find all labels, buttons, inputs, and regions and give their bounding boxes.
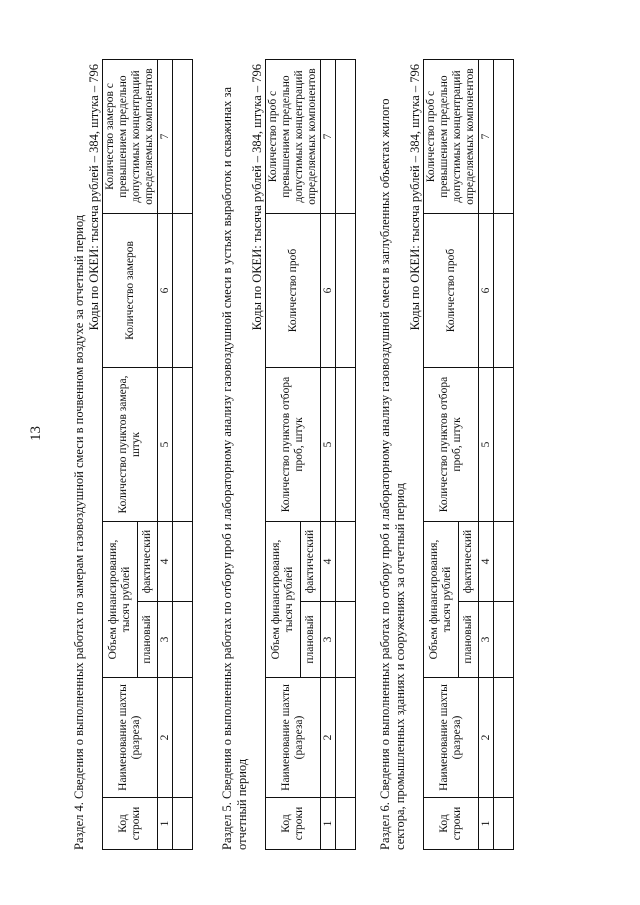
- empty-cell: [173, 678, 193, 798]
- page-number: 13: [28, 426, 44, 441]
- column-number: 7: [158, 60, 173, 214]
- header-name: Наименование шахты (разреза): [266, 678, 321, 798]
- empty-cell: [494, 214, 514, 368]
- empty-cell: [173, 214, 193, 368]
- report-table: [265, 59, 356, 850]
- empty-data-row: [494, 60, 514, 850]
- column-number: 2: [321, 678, 336, 798]
- header-financing: Объем финансирования, тысяч рублей: [103, 522, 138, 678]
- section-6: [378, 60, 514, 850]
- header-col6: Количество проб: [424, 214, 479, 368]
- header-col6: Количество замеров: [103, 214, 158, 368]
- column-number: 6: [158, 214, 173, 368]
- header-col7: Количество замеров с превышением предельно допустимых концентраций определяемых компонентов: [103, 60, 158, 214]
- empty-cell: [173, 798, 193, 850]
- column-number: 3: [321, 602, 336, 678]
- header-planned: плановый: [301, 602, 321, 678]
- column-number: 1: [158, 798, 173, 850]
- column-number: 3: [158, 602, 173, 678]
- column-number: 7: [479, 60, 494, 214]
- column-number-row: [321, 60, 336, 850]
- empty-cell: [173, 602, 193, 678]
- column-number: 4: [479, 522, 494, 602]
- header-col6: Количество проб: [266, 214, 321, 368]
- report-table: [102, 59, 193, 850]
- header-actual: фактический: [301, 522, 321, 602]
- column-number: 4: [158, 522, 173, 602]
- column-number: 6: [321, 214, 336, 368]
- column-number: 5: [321, 368, 336, 522]
- header-col7: Количество проб с превышением предельно допустимых концентраций определяемых компонентов: [266, 60, 321, 214]
- empty-cell: [336, 214, 356, 368]
- header-col5: Количество пунктов замера, штук: [103, 368, 158, 522]
- column-number: 4: [321, 522, 336, 602]
- empty-cell: [336, 60, 356, 214]
- column-number: 7: [321, 60, 336, 214]
- empty-cell: [336, 522, 356, 602]
- header-planned: плановый: [138, 602, 158, 678]
- header-planned: плановый: [459, 602, 479, 678]
- empty-cell: [173, 522, 193, 602]
- okei-codes: Коды по ОКЕИ: тысяча рублей – 384, штука – 796: [250, 64, 264, 331]
- section-5: [220, 60, 356, 850]
- header-code: Код строки: [103, 798, 158, 850]
- column-number-row: [479, 60, 494, 850]
- column-number: 5: [158, 368, 173, 522]
- okei-codes: Коды по ОКЕИ: тысяча рублей – 384, штука – 796: [408, 64, 422, 331]
- header-actual: фактический: [459, 522, 479, 602]
- empty-cell: [336, 602, 356, 678]
- header-code: Код строки: [266, 798, 321, 850]
- report-table: [423, 59, 514, 850]
- column-number: 2: [158, 678, 173, 798]
- header-name: Наименование шахты (разреза): [424, 678, 479, 798]
- header-col5: Количество пунктов отбора проб, штук: [424, 368, 479, 522]
- column-number: 1: [479, 798, 494, 850]
- header-code: Код строки: [424, 798, 479, 850]
- header-financing: Объем финансирования, тысяч рублей: [424, 522, 459, 678]
- header-col7: Количество проб с превышением предельно допустимых концентраций определяемых компонентов: [424, 60, 479, 214]
- column-number: 2: [479, 678, 494, 798]
- section-title: Раздел 6. Сведения о выполненных работах по отбору проб и лабораторному анализу газовоздушной смеси в заглубленных объектах жилого сектора, промышленных зданиях и сооружениях за отчетный период: [378, 98, 407, 850]
- empty-cell: [494, 678, 514, 798]
- column-number: 5: [479, 368, 494, 522]
- empty-cell: [494, 798, 514, 850]
- empty-cell: [336, 798, 356, 850]
- header-financing: Объем финансирования, тысяч рублей: [266, 522, 301, 678]
- empty-cell: [494, 368, 514, 522]
- column-number-row: [158, 60, 173, 850]
- column-number: 3: [479, 602, 494, 678]
- header-name: Наименование шахты (разреза): [103, 678, 158, 798]
- empty-data-row: [336, 60, 356, 850]
- header-actual: фактический: [138, 522, 158, 602]
- empty-cell: [494, 60, 514, 214]
- empty-cell: [173, 368, 193, 522]
- header-col5: Количество пунктов отбора проб, штук: [266, 368, 321, 522]
- section-title: Раздел 5. Сведения о выполненных работах по отбору проб и лабораторному анализу газовоздушной смеси в устьях выработок и скважинах за отчетный период: [220, 86, 249, 850]
- empty-data-row: [173, 60, 193, 850]
- empty-cell: [494, 602, 514, 678]
- empty-cell: [494, 522, 514, 602]
- okei-codes: Коды по ОКЕИ: тысяча рублей – 384, штука – 796: [87, 64, 101, 331]
- section-4: [72, 60, 193, 850]
- section-title: Раздел 4. Сведения о выполненных работах по замерам газовоздушной смеси в почвенном воздухе за отчетный период: [72, 214, 86, 850]
- empty-cell: [336, 678, 356, 798]
- empty-cell: [173, 60, 193, 214]
- column-number: 6: [479, 214, 494, 368]
- empty-cell: [336, 368, 356, 522]
- column-number: 1: [321, 798, 336, 850]
